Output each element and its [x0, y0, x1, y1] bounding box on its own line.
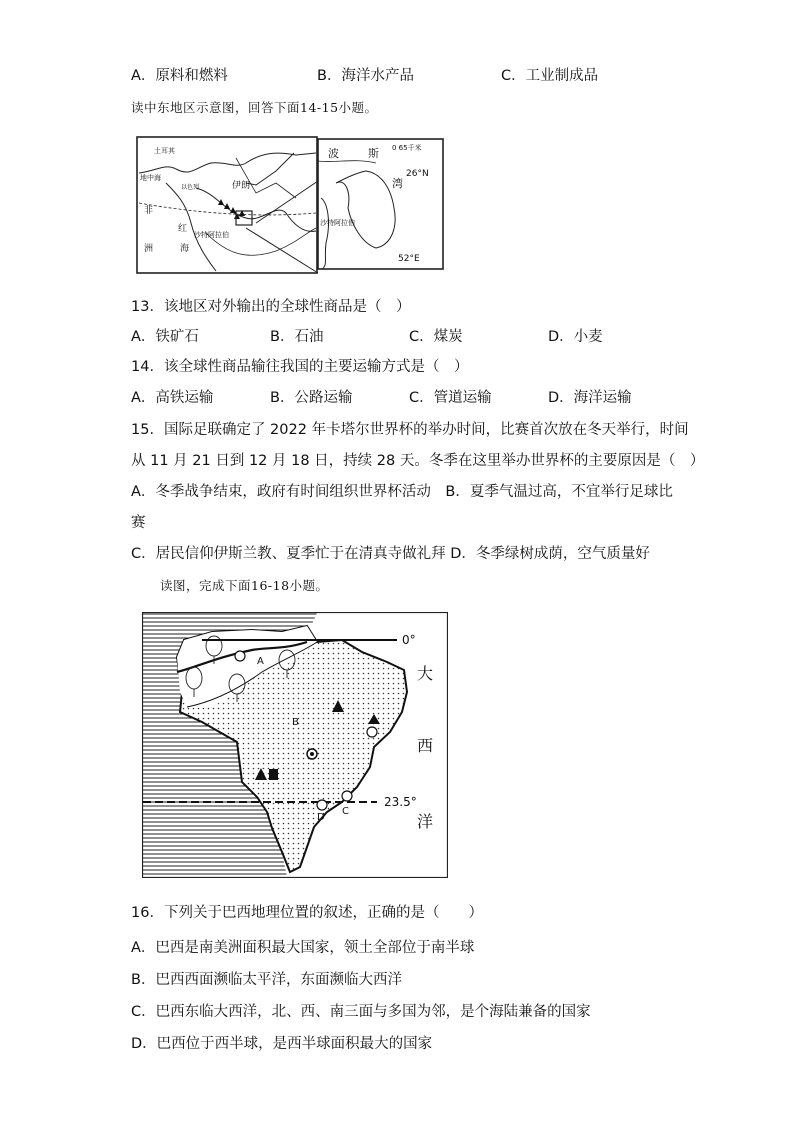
label-persian2: 斯 — [368, 147, 379, 160]
label-lon: 52°E — [398, 254, 420, 264]
label-israel: 以色列 — [181, 184, 200, 191]
q13-option-d: D．小麦 — [548, 329, 603, 345]
label-persian1: 波 — [328, 147, 339, 160]
label-tropic: 23.5° — [384, 795, 417, 809]
label-africa2: 洲 — [144, 244, 154, 254]
q16-option-b: B．巴西西面濒临太平洋，东面濒临大西洋 — [131, 972, 402, 988]
q13-option-c: C．煤炭 — [409, 329, 463, 345]
q12-option-c: C．工业制成品 — [501, 68, 599, 84]
q16-option-d: D．巴西位于西半球，是西半球面积最大的国家 — [131, 1036, 433, 1052]
label-saudi: 沙特阿拉伯 — [194, 231, 229, 239]
q16-option-a: A．巴西是南美洲面积最大国家，领土全部位于南半球 — [131, 940, 475, 956]
q14-stem: 14．该全球性商品输往我国的主要运输方式是（ ） — [131, 359, 469, 375]
label-red-sea2: 海 — [180, 244, 190, 254]
q13-stem: 13．该地区对外输出的全球性商品是（ ） — [131, 299, 411, 315]
label-d: D — [317, 812, 325, 823]
q14-option-d: D．海洋运输 — [548, 390, 632, 406]
q12-option-a: A．原料和燃料 — [131, 68, 228, 84]
brazil-map — [142, 612, 448, 878]
q13-option-b: B．石油 — [270, 329, 324, 345]
label-med: 地中海 — [140, 174, 161, 182]
label-equator: 0° — [402, 633, 416, 647]
label-scale: 0 65千米 — [392, 144, 422, 152]
q12-option-b: B．海洋水产品 — [317, 68, 414, 84]
intro-brazil: 读图，完成下面16-18小题。 — [160, 578, 329, 593]
label-ocean-1: 大 — [417, 664, 434, 683]
q15-option-b-cont: 赛 — [131, 515, 146, 531]
label-turkey: 土耳其 — [154, 147, 175, 155]
q15-stem-line2: 从 11 月 21 日到 12 月 18 日，持续 28 天。冬季在这里举办世界杯的主要原因是（ ） — [131, 453, 705, 469]
label-persian3: 湾 — [392, 177, 403, 190]
label-iran: 伊朗 — [232, 181, 251, 191]
label-lat: 26°N — [406, 169, 429, 179]
label-red-sea: 红 — [178, 224, 188, 234]
label-saudi-inset: 沙特阿拉伯 — [320, 219, 355, 227]
label-a: A — [257, 656, 264, 667]
label-c: C — [342, 806, 349, 817]
q16-option-c: C．巴西东临大西洋，北、西、南三面与多国为邻，是个海陆兼备的国家 — [131, 1004, 591, 1020]
q14-option-b: B．公路运输 — [270, 390, 353, 406]
middle-east-map — [136, 133, 446, 276]
q15-stem-line1: 15．国际足联确定了 2022 年卡塔尔世界杯的举办时间，比赛首次放在冬天举行，时间 — [131, 422, 689, 438]
q14-option-c: C．管道运输 — [409, 390, 492, 406]
intro-middle-east: 读中东地区示意图，回答下面14-15小题。 — [131, 100, 378, 115]
q13-option-a: A．铁矿石 — [131, 329, 199, 345]
label-ocean-2: 西 — [417, 736, 434, 755]
label-ocean-3: 洋 — [417, 812, 434, 831]
q14-option-a: A．高铁运输 — [131, 390, 214, 406]
label-africa: 非 — [144, 206, 154, 216]
q15-options-ab: A．冬季战争结束，政府有时间组织世界杯活动 B．夏季气温过高，不宜举行足球比 — [131, 484, 673, 500]
q15-options-cd: C．居民信仰伊斯兰教、夏季忙于在清真寺做礼拜 D．冬季绿树成荫，空气质量好 — [131, 546, 650, 562]
label-b: B — [292, 717, 299, 728]
q16-stem: 16．下列关于巴西地理位置的叙述，正确的是（ ） — [131, 905, 483, 921]
